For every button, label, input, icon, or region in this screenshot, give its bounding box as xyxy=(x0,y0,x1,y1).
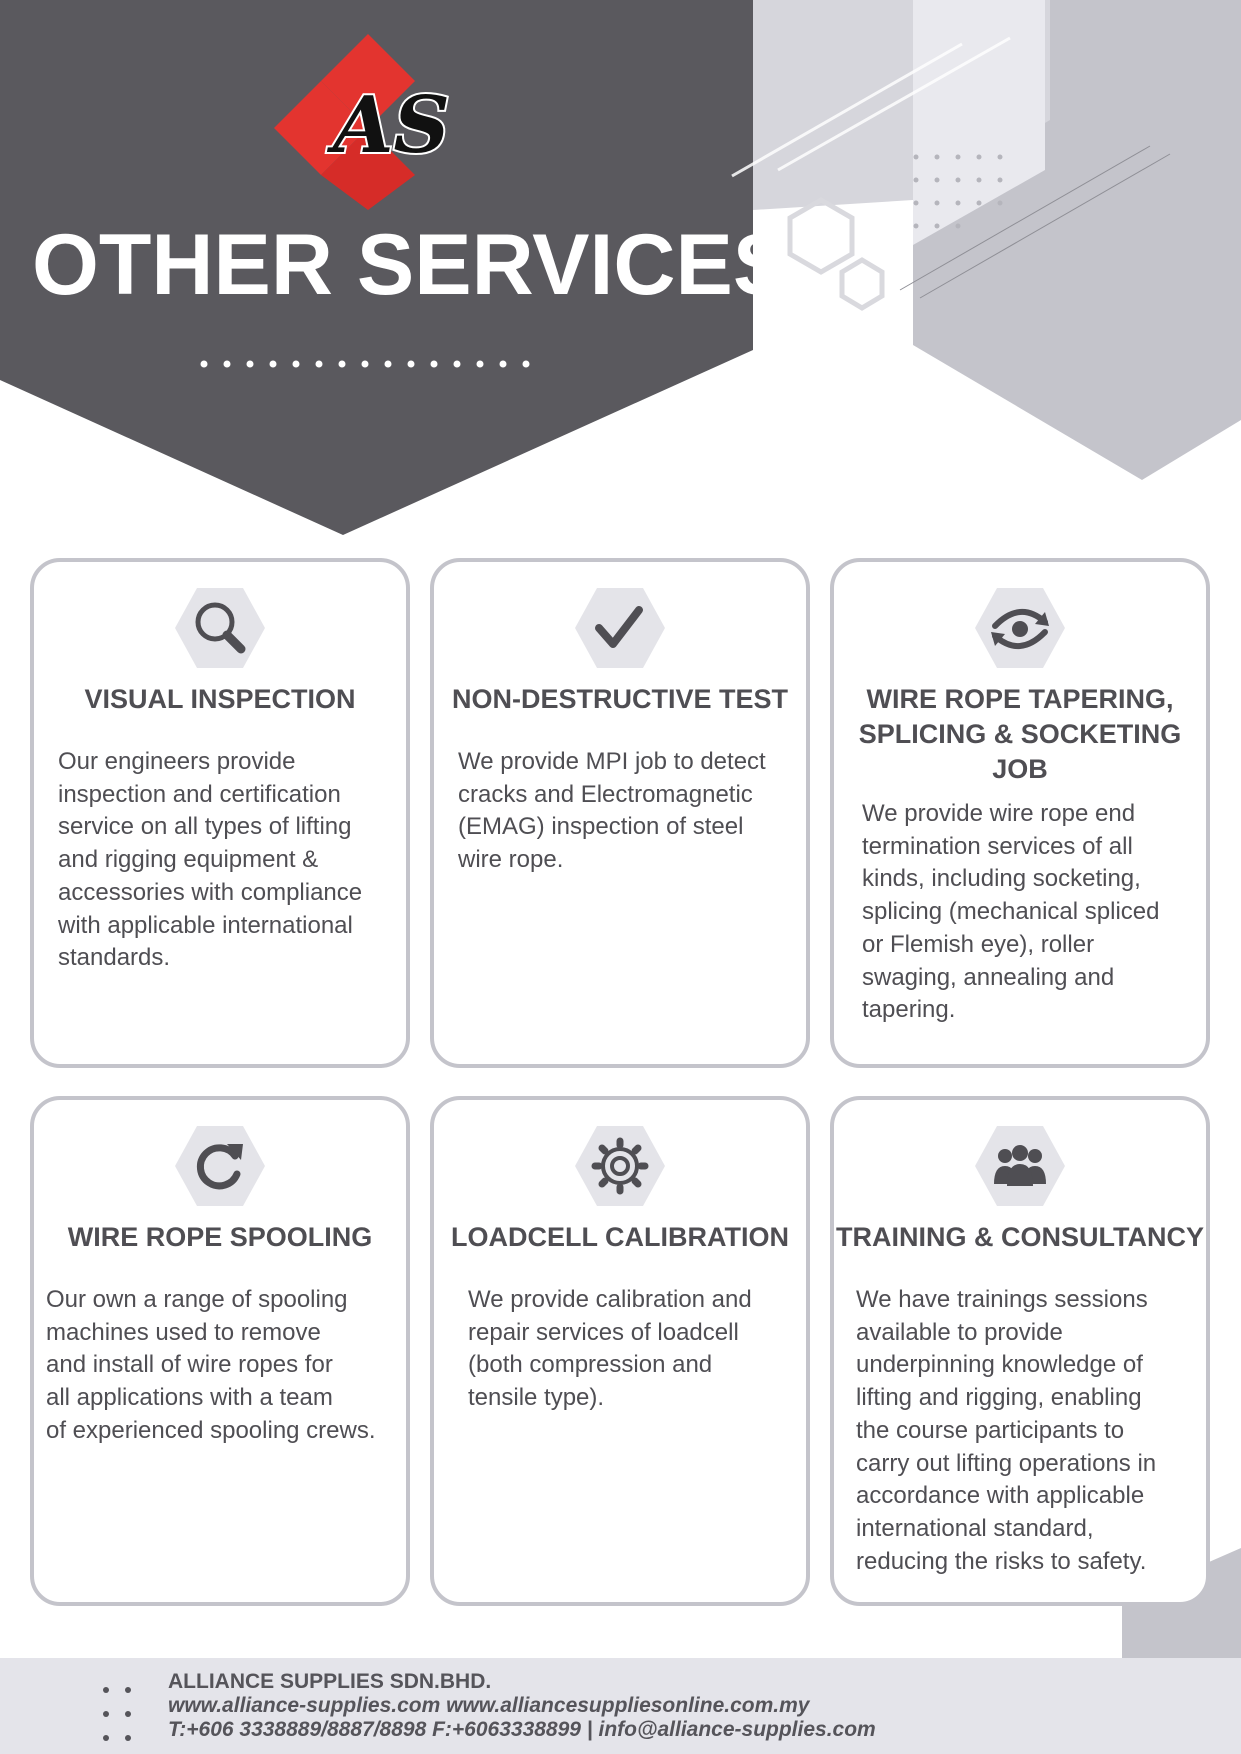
footer-bullets xyxy=(100,1668,140,1748)
company-logo xyxy=(255,30,485,210)
refresh-icon xyxy=(175,1126,265,1206)
footer-contact[interactable]: T:+606 3338889/8887/8898 F:+6063338899 | info@alliance-supplies.com xyxy=(168,1718,876,1741)
card-title: VISUAL INSPECTION xyxy=(84,684,356,714)
service-card-loadcell-calibration xyxy=(430,1096,810,1606)
card-title: WIRE ROPE SPOOLING xyxy=(67,1222,373,1252)
title-dots-divider xyxy=(200,358,540,370)
card-description: Our own a range of spooling machines used to remove and install of wire ropes for all applications with a team of experienced spooling crews. xyxy=(46,1286,376,1444)
magnifier-icon xyxy=(175,588,265,668)
service-card-visual-inspection xyxy=(30,558,410,1068)
checkmark-icon xyxy=(575,588,665,668)
group-icon xyxy=(975,1126,1065,1206)
card-title: LOADCELL CALIBRATION xyxy=(451,1222,789,1252)
gear-icon xyxy=(575,1126,665,1206)
card-description: We provide calibration and repair services of loadcell (both compression and tensile type). xyxy=(468,1286,752,1412)
service-card-training-consultancy xyxy=(830,1096,1210,1606)
card-description: Our engineers provide inspection and certification service on all types of lifting and rigging equipment & accessories with compliance with applicable international standards. xyxy=(58,748,363,972)
page-title: OTHER SERVICES xyxy=(32,217,791,313)
card-title: TRAINING & CONSULTANCY xyxy=(836,1222,1204,1252)
service-card-non-destructive-test xyxy=(430,558,810,1068)
eye-swap-icon xyxy=(975,588,1065,668)
service-card-wire-rope-spooling xyxy=(30,1096,410,1606)
card-description: We have trainings sessions available to provide underpinning knowledge of lifting and rigging, enabling the course participants to carry out lifting operations in accordance with applicable international standard, reducing the risks to safety. xyxy=(856,1286,1157,1575)
footer-company-name: ALLIANCE SUPPLIES SDN.BHD. xyxy=(168,1670,492,1693)
card-description: We provide wire rope end termination services of all kinds, including socketing, splicing (mechanical spliced or Flemish eye), roller swaging, annealing and tapering. xyxy=(862,800,1160,1024)
card-title: NON-DESTRUCTIVE TEST xyxy=(451,684,788,714)
card-description: We provide MPI job to detect cracks and Electromagnetic (EMAG) inspection of steel wire rope. xyxy=(458,748,766,874)
card-title: WIRE ROPE TAPERING, SPLICING & SOCKETING JOB xyxy=(858,684,1182,784)
footer-websites[interactable]: www.alliance-supplies.com www.alliancesuppliesonline.com.my xyxy=(168,1694,810,1717)
footer xyxy=(0,1658,1241,1754)
service-card-wire-rope-tapering xyxy=(830,558,1210,1068)
logo-text: AS xyxy=(333,80,450,171)
